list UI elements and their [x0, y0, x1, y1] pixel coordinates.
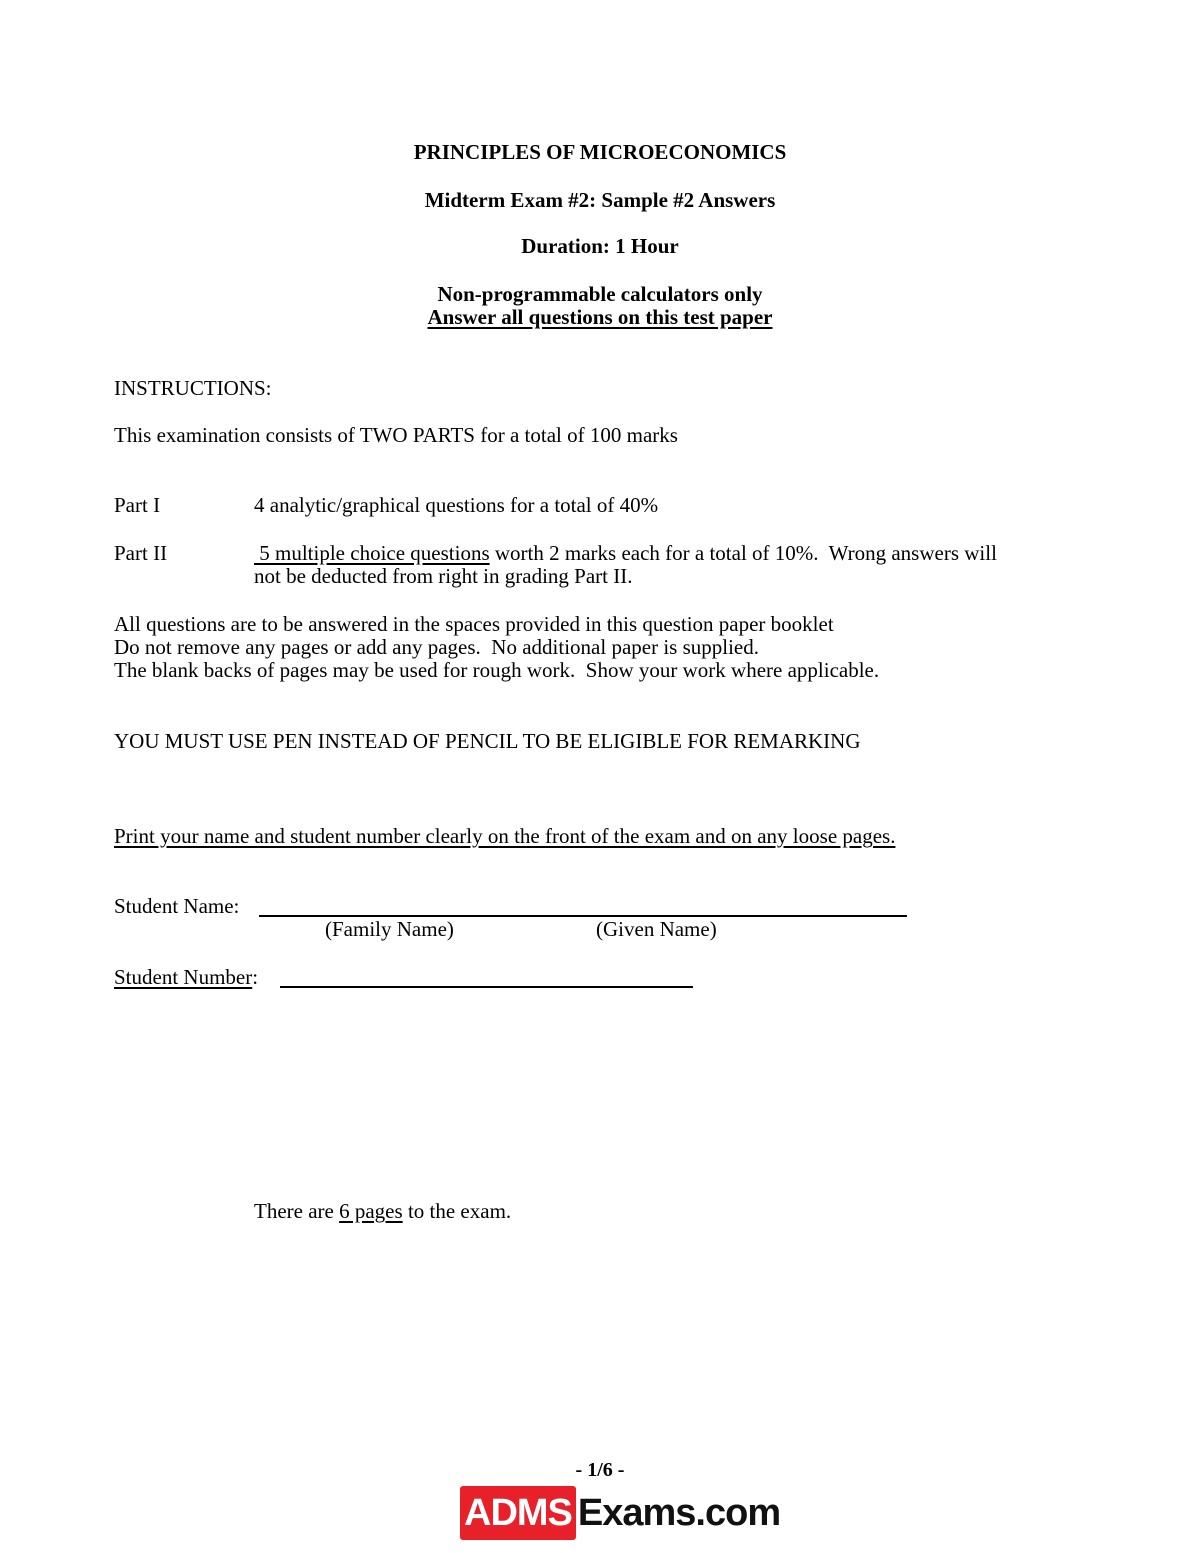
student-name-label: Student Name:: [114, 894, 240, 918]
logo-highlight: ADMS: [460, 1486, 576, 1540]
admsexams-logo: [460, 1486, 780, 1540]
instructions-intro: This examination consists of TWO PARTS for a total of 100 marks: [114, 423, 678, 447]
part-1-label: Part I: [114, 493, 161, 517]
part-2-label: Part II: [114, 541, 168, 565]
page-number: - 1/6 -: [575, 1459, 625, 1481]
exam-title: Midterm Exam #2: Sample #2 Answers: [424, 188, 776, 212]
family-name-caption: (Family Name): [325, 917, 454, 941]
part-1-text: 4 analytic/graphical questions for a total of 40%: [254, 493, 659, 517]
part-2-text-line2: not be deducted from right in grading Part II.: [254, 564, 633, 588]
student-number-label: Student Number: [114, 965, 253, 989]
part-2-text: [254, 542, 997, 565]
student-number-field[interactable]: [280, 986, 693, 988]
student-number-colon: :: [252, 965, 259, 989]
calculator-note: Non-programmable calculators only: [437, 282, 763, 306]
print-note-wrap: [114, 825, 895, 848]
answer-note-wrap: [0, 306, 1200, 329]
given-name-caption: (Given Name): [596, 917, 717, 941]
note-line-3: The blank backs of pages may be used for rough work. Show your work where applicable.: [114, 658, 880, 682]
pages-note-count: 6 pages: [339, 1199, 403, 1223]
course-title: PRINCIPLES OF MICROECONOMICS: [413, 140, 787, 164]
instructions-heading: INSTRUCTIONS:: [114, 376, 272, 400]
note-line-1: All questions are to be answered in the spaces provided in this question paper booklet: [114, 612, 834, 636]
pen-warning: YOU MUST USE PEN INSTEAD OF PENCIL TO BE ELIGIBLE FOR REMARKING: [114, 729, 861, 753]
logo-rest: Exams.com: [577, 1492, 781, 1534]
pages-note: [254, 1200, 511, 1223]
part-2-underlined: 5 multiple choice questions: [254, 541, 490, 565]
part-2-rest: worth 2 marks each for a total of 10%. Wrong answers will: [489, 541, 997, 565]
answer-note: Answer all questions on this test paper: [427, 305, 773, 329]
pages-note-suffix: to the exam.: [402, 1199, 512, 1223]
note-line-2: Do not remove any pages or add any pages. No additional paper is supplied.: [114, 635, 760, 659]
duration: Duration: 1 Hour: [521, 234, 679, 258]
pages-note-prefix: There are: [254, 1199, 340, 1223]
student-number-label-wrap: [114, 966, 258, 989]
print-note: Print your name and student number clearly on the front of the exam and on any loose pages.: [114, 824, 896, 848]
